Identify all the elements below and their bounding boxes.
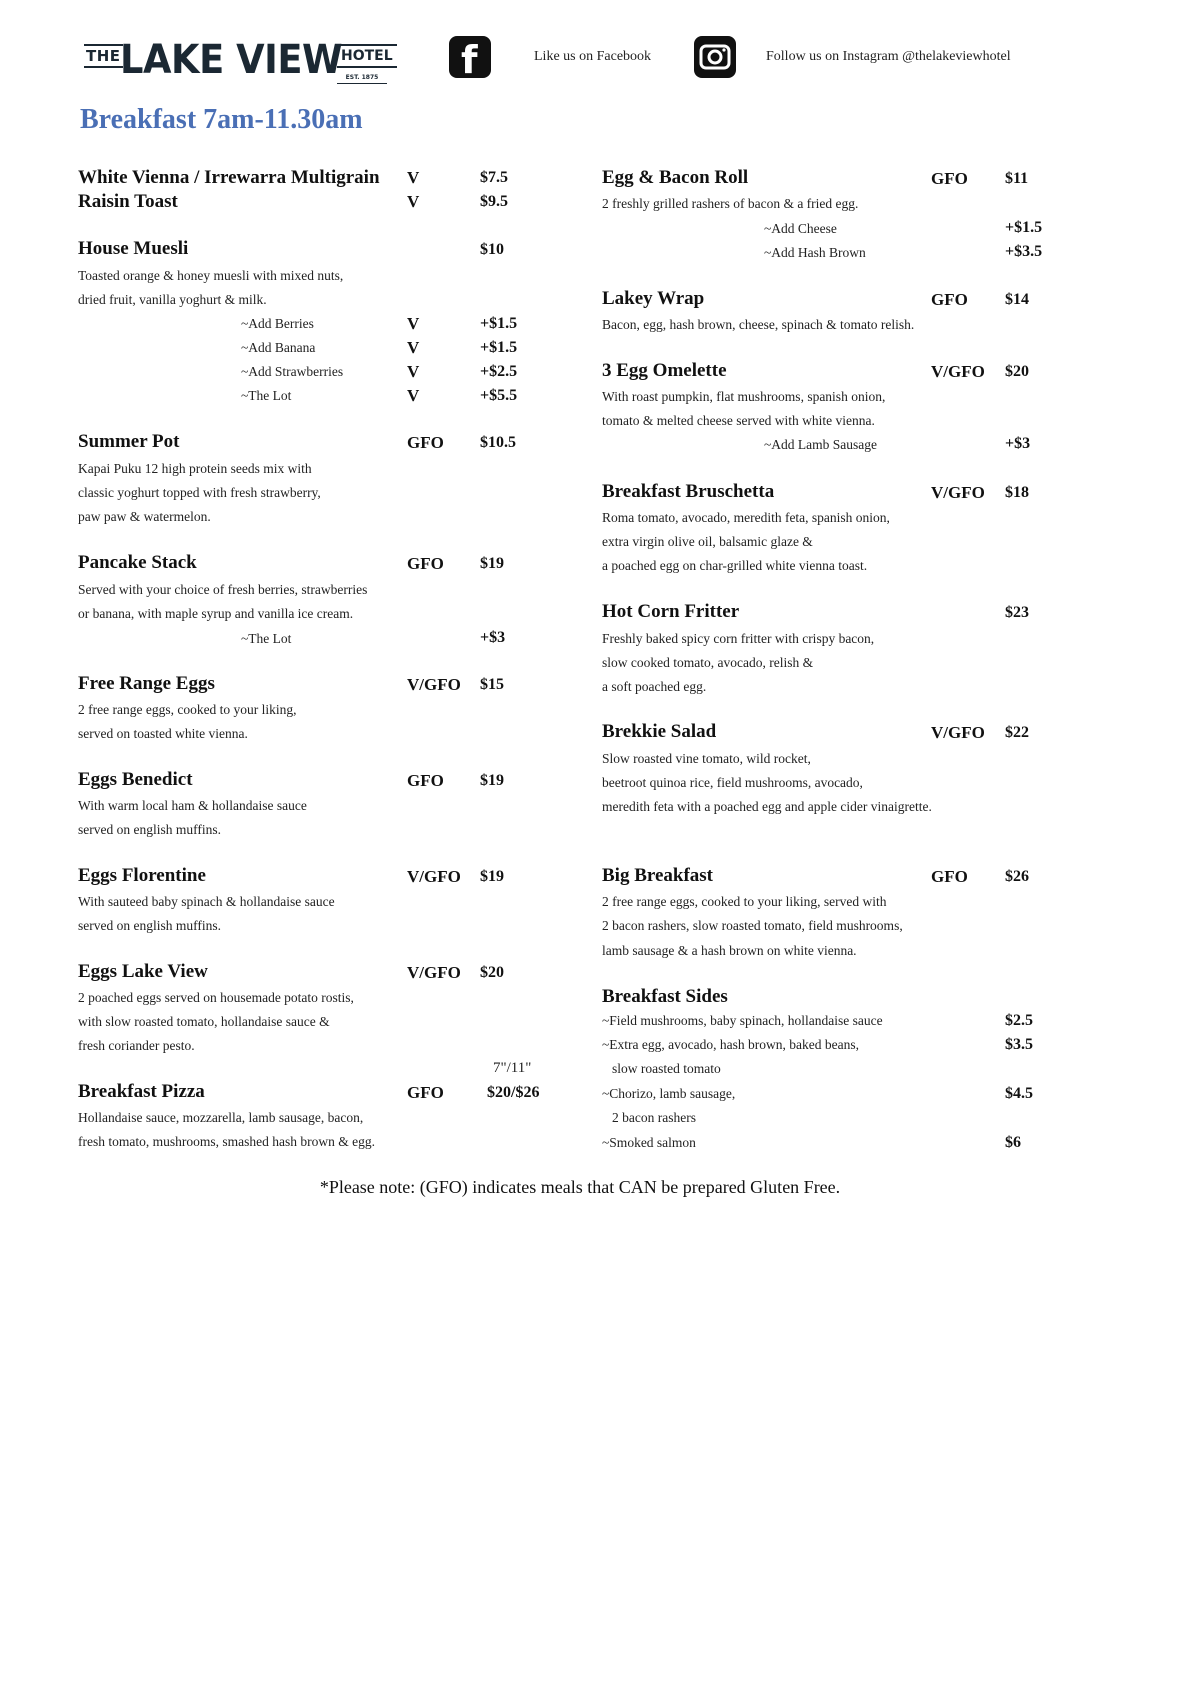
addon-tag: V [407, 386, 420, 405]
addon-label: ~Add Cheese [764, 221, 837, 236]
addon-label: ~Add Lamb Sausage [764, 437, 878, 452]
page-title: Breakfast 7am-11.30am [80, 104, 363, 135]
item-tag: V [407, 168, 420, 187]
item-name: Summer Pot [78, 431, 180, 452]
item-name: White Vienna / Irrewarra Multigrain [78, 167, 380, 188]
item-price: $10 [480, 241, 504, 258]
item-name: Eggs Florentine [78, 865, 206, 886]
addon-price: +$3.5 [1005, 243, 1043, 260]
item-desc: Bacon, egg, hash brown, cheese, spinach & tomato relish. [602, 317, 915, 332]
item-desc: extra virgin olive oil, balsamic glaze & [602, 534, 813, 549]
addon-price: +$1.5 [480, 339, 518, 356]
item-price: $9.5 [480, 193, 508, 210]
item-desc: meredith feta with a poached egg and apple cider vinaigrette. [602, 799, 932, 814]
addon-label: ~Add Banana [241, 340, 316, 355]
item-desc: slow cooked tomato, avocado, relish & [602, 655, 814, 670]
item-tag: GFO [931, 169, 968, 188]
addon-price: +$1.5 [480, 315, 518, 332]
item-name: Egg & Bacon Roll [602, 167, 749, 188]
item-desc: lamb sausage & a hash brown on white vienna. [602, 943, 857, 958]
addon-label: ~Add Berries [241, 316, 314, 331]
item-name: Raisin Toast [78, 191, 178, 212]
item-tag: GFO [407, 433, 444, 452]
item-desc: a poached egg on char-grilled white vienna toast. [602, 558, 868, 573]
addon-label: ~Add Strawberries [241, 364, 344, 379]
addon-price: +$5.5 [480, 387, 518, 404]
item-name: Eggs Lake View [78, 961, 208, 982]
item-price: $18 [1005, 484, 1029, 501]
item-name: Breakfast Pizza [78, 1081, 205, 1102]
item-price: $23 [1005, 604, 1029, 621]
hotel-logo [78, 37, 393, 96]
side-price: $3.5 [1005, 1036, 1033, 1053]
item-desc: 2 free range eggs, cooked to your liking, [78, 702, 297, 717]
item-tag: GFO [931, 290, 968, 309]
item-tag: V/GFO [931, 723, 985, 742]
logo-the: THE [84, 44, 123, 68]
item-desc: with slow roasted tomato, hollandaise sauce & [78, 1014, 330, 1029]
item-name: Eggs Benedict [78, 769, 193, 790]
item-tag: GFO [407, 1083, 444, 1102]
side-price: $4.5 [1005, 1085, 1033, 1102]
item-desc: or banana, with maple syrup and vanilla ice cream. [78, 606, 354, 621]
item-tag: V [407, 192, 420, 211]
item-name: Free Range Eggs [78, 673, 215, 694]
item-desc: Freshly baked spicy corn fritter with crispy bacon, [602, 631, 875, 646]
item-desc: classic yoghurt topped with fresh strawberry, [78, 485, 321, 500]
facebook-icon[interactable]: f [449, 36, 491, 78]
item-price: $20 [1005, 363, 1029, 380]
item-tag: V/GFO [407, 867, 461, 886]
item-desc: Slow roasted vine tomato, wild rocket, [602, 751, 811, 766]
side-item: ~Extra egg, avocado, hash brown, baked beans, [602, 1037, 859, 1052]
item-name: House Muesli [78, 238, 189, 259]
facebook-text[interactable]: Like us on Facebook [534, 49, 652, 64]
side-item: 2 bacon rashers [612, 1110, 696, 1125]
item-desc: a soft poached egg. [602, 679, 707, 694]
item-price: $26 [1005, 868, 1029, 885]
item-desc: Hollandaise sauce, mozzarella, lamb sausage, bacon, [78, 1110, 364, 1125]
side-item: ~Smoked salmon [602, 1135, 696, 1150]
side-price: $2.5 [1005, 1012, 1033, 1029]
item-desc: 2 freshly grilled rashers of bacon & a fried egg. [602, 196, 859, 211]
item-desc: Kapai Puku 12 high protein seeds mix with [78, 461, 312, 476]
item-price: $10.5 [480, 434, 516, 451]
item-desc: Roma tomato, avocado, meredith feta, spanish onion, [602, 510, 890, 525]
item-price: $19 [480, 555, 504, 572]
item-desc: 2 free range eggs, cooked to your liking, served with [602, 894, 887, 909]
side-price: $6 [1005, 1134, 1021, 1151]
logo-hotel: HOTEL [337, 44, 397, 68]
item-desc: served on english muffins. [78, 918, 221, 933]
side-item: ~Field mushrooms, baby spinach, hollandaise sauce [602, 1013, 883, 1028]
item-desc: dried fruit, vanilla yoghurt & milk. [78, 292, 267, 307]
item-price: $14 [1005, 291, 1029, 308]
item-tag: V/GFO [407, 963, 461, 982]
item-desc: tomato & melted cheese served with white vienna. [602, 413, 875, 428]
addon-price: +$3 [1005, 435, 1031, 452]
item-price: $20/$26 [487, 1084, 540, 1101]
item-name: Lakey Wrap [602, 288, 705, 309]
addon-price: +$3 [480, 629, 506, 646]
item-desc: fresh coriander pesto. [78, 1038, 195, 1053]
item-price: $22 [1005, 724, 1029, 741]
item-desc: served on english muffins. [78, 822, 221, 837]
item-name: Brekkie Salad [602, 721, 717, 742]
item-name: Hot Corn Fritter [602, 601, 740, 622]
item-tag: V/GFO [931, 362, 985, 381]
item-desc: With sauteed baby spinach & hollandaise sauce [78, 894, 335, 909]
item-tag: V/GFO [931, 483, 985, 502]
item-name: 3 Egg Omelette [602, 360, 727, 381]
item-name: Breakfast Bruschetta [602, 481, 775, 502]
item-tag: GFO [931, 867, 968, 886]
item-desc: beetroot quinoa rice, field mushrooms, avocado, [602, 775, 863, 790]
logo-name: LAKE VIEW [120, 37, 343, 83]
addon-label: ~The Lot [241, 388, 292, 403]
item-desc: fresh tomato, mushrooms, smashed hash brown & egg. [78, 1134, 375, 1149]
item-price: $11 [1005, 170, 1029, 187]
item-name: Pancake Stack [78, 552, 197, 573]
item-tag: V/GFO [407, 675, 461, 694]
item-price: $19 [480, 868, 504, 885]
item-tag: GFO [407, 771, 444, 790]
item-price: $15 [480, 676, 504, 693]
gfo-note: *Please note: (GFO) indicates meals that CAN be prepared Gluten Free. [319, 1177, 841, 1197]
instagram-icon[interactable] [694, 36, 736, 78]
instagram-text[interactable]: Follow us on Instagram @thelakeviewhotel [766, 49, 1011, 64]
addon-tag: V [407, 314, 420, 333]
item-name: Big Breakfast [602, 865, 714, 886]
pizza-size: 7"/11" [493, 1060, 532, 1076]
item-desc: With warm local ham & hollandaise sauce [78, 798, 307, 813]
item-desc: 2 poached eggs served on housemade potato rostis, [78, 990, 354, 1005]
item-price: $7.5 [480, 169, 508, 186]
item-desc: 2 bacon rashers, slow roasted tomato, field mushrooms, [602, 918, 903, 933]
addon-label: ~The Lot [241, 631, 292, 646]
addon-tag: V [407, 338, 420, 357]
side-item: slow roasted tomato [612, 1061, 721, 1076]
item-desc: paw paw & watermelon. [78, 509, 211, 524]
logo-est: EST. 1875 [337, 74, 387, 84]
item-price: $20 [480, 964, 504, 981]
item-desc: Served with your choice of fresh berries, strawberries [78, 582, 368, 597]
sides-title: Breakfast Sides [602, 986, 728, 1007]
item-desc: Toasted orange & honey muesli with mixed nuts, [78, 268, 344, 283]
side-item: ~Chorizo, lamb sausage, [602, 1086, 736, 1101]
item-price: $19 [480, 772, 504, 789]
addon-price: +$1.5 [1005, 219, 1043, 236]
addon-label: ~Add Hash Brown [764, 245, 866, 260]
addon-tag: V [407, 362, 420, 381]
item-desc: With roast pumpkin, flat mushrooms, spanish onion, [602, 389, 886, 404]
item-desc: served on toasted white vienna. [78, 726, 248, 741]
addon-price: +$2.5 [480, 363, 518, 380]
item-tag: GFO [407, 554, 444, 573]
